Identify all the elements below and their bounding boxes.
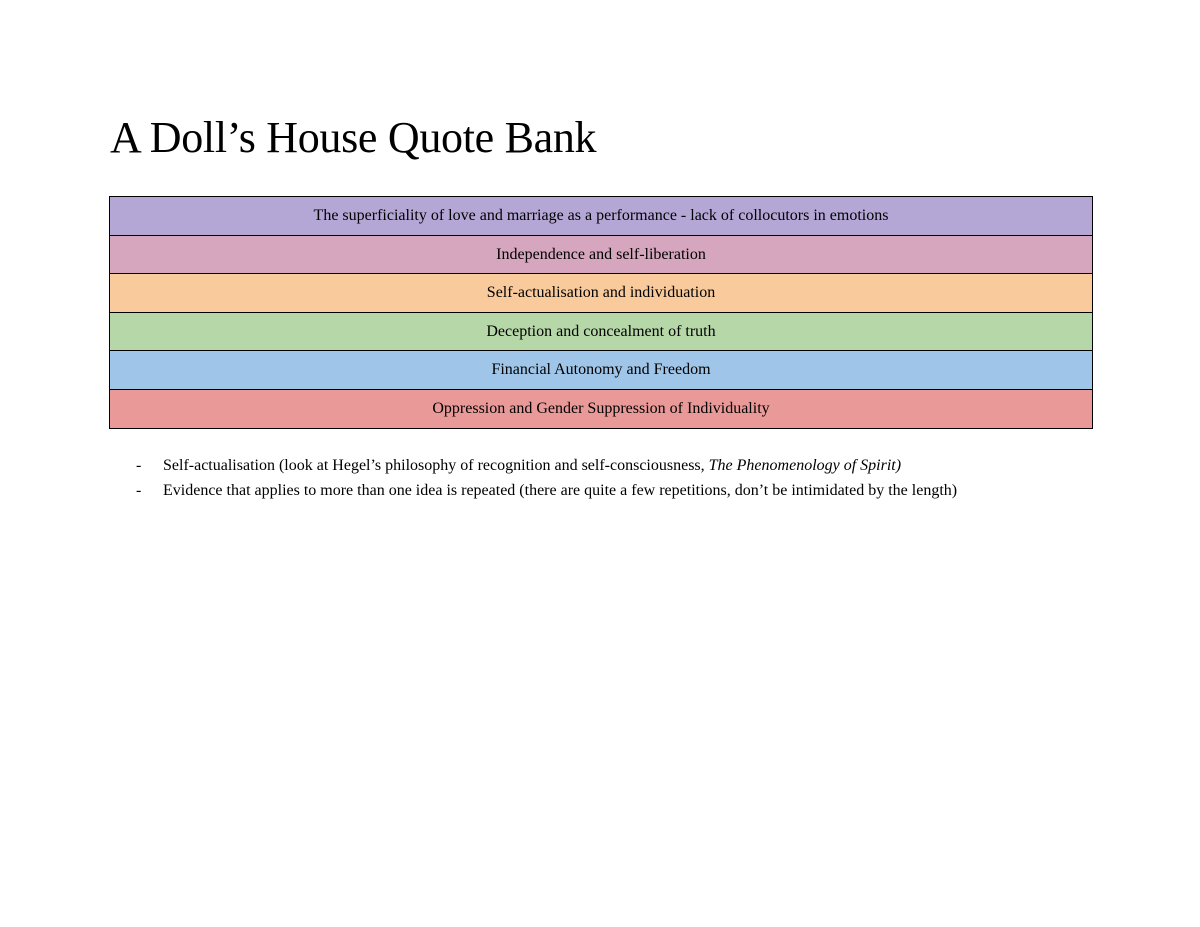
theme-row: The superficiality of love and marriage as a performance - lack of collocutors in emotions bbox=[110, 197, 1092, 236]
page-title: A Doll’s House Quote Bank bbox=[110, 113, 597, 162]
note-text: Self-actualisation (look at Hegel’s philosophy of recognition and self-consciousness, bbox=[163, 457, 709, 474]
note-text: Evidence that applies to more than one idea is repeated (there are quite a few repetitions, don’t be intimidated by the length) bbox=[163, 482, 958, 499]
notes-list bbox=[136, 453, 1136, 503]
list-item bbox=[136, 453, 1136, 478]
note-italic-title: The Phenomenology of Spirit) bbox=[708, 457, 902, 474]
theme-row: Financial Autonomy and Freedom bbox=[110, 351, 1092, 390]
bullet-dash: - bbox=[136, 482, 142, 499]
theme-row: Independence and self-liberation bbox=[110, 236, 1092, 275]
theme-color-key-table bbox=[109, 196, 1093, 429]
theme-row: Oppression and Gender Suppression of Individuality bbox=[110, 390, 1092, 429]
bullet-dash: - bbox=[136, 457, 142, 474]
list-item bbox=[136, 478, 1136, 503]
theme-row: Deception and concealment of truth bbox=[110, 313, 1092, 352]
theme-row: Self-actualisation and individuation bbox=[110, 274, 1092, 313]
